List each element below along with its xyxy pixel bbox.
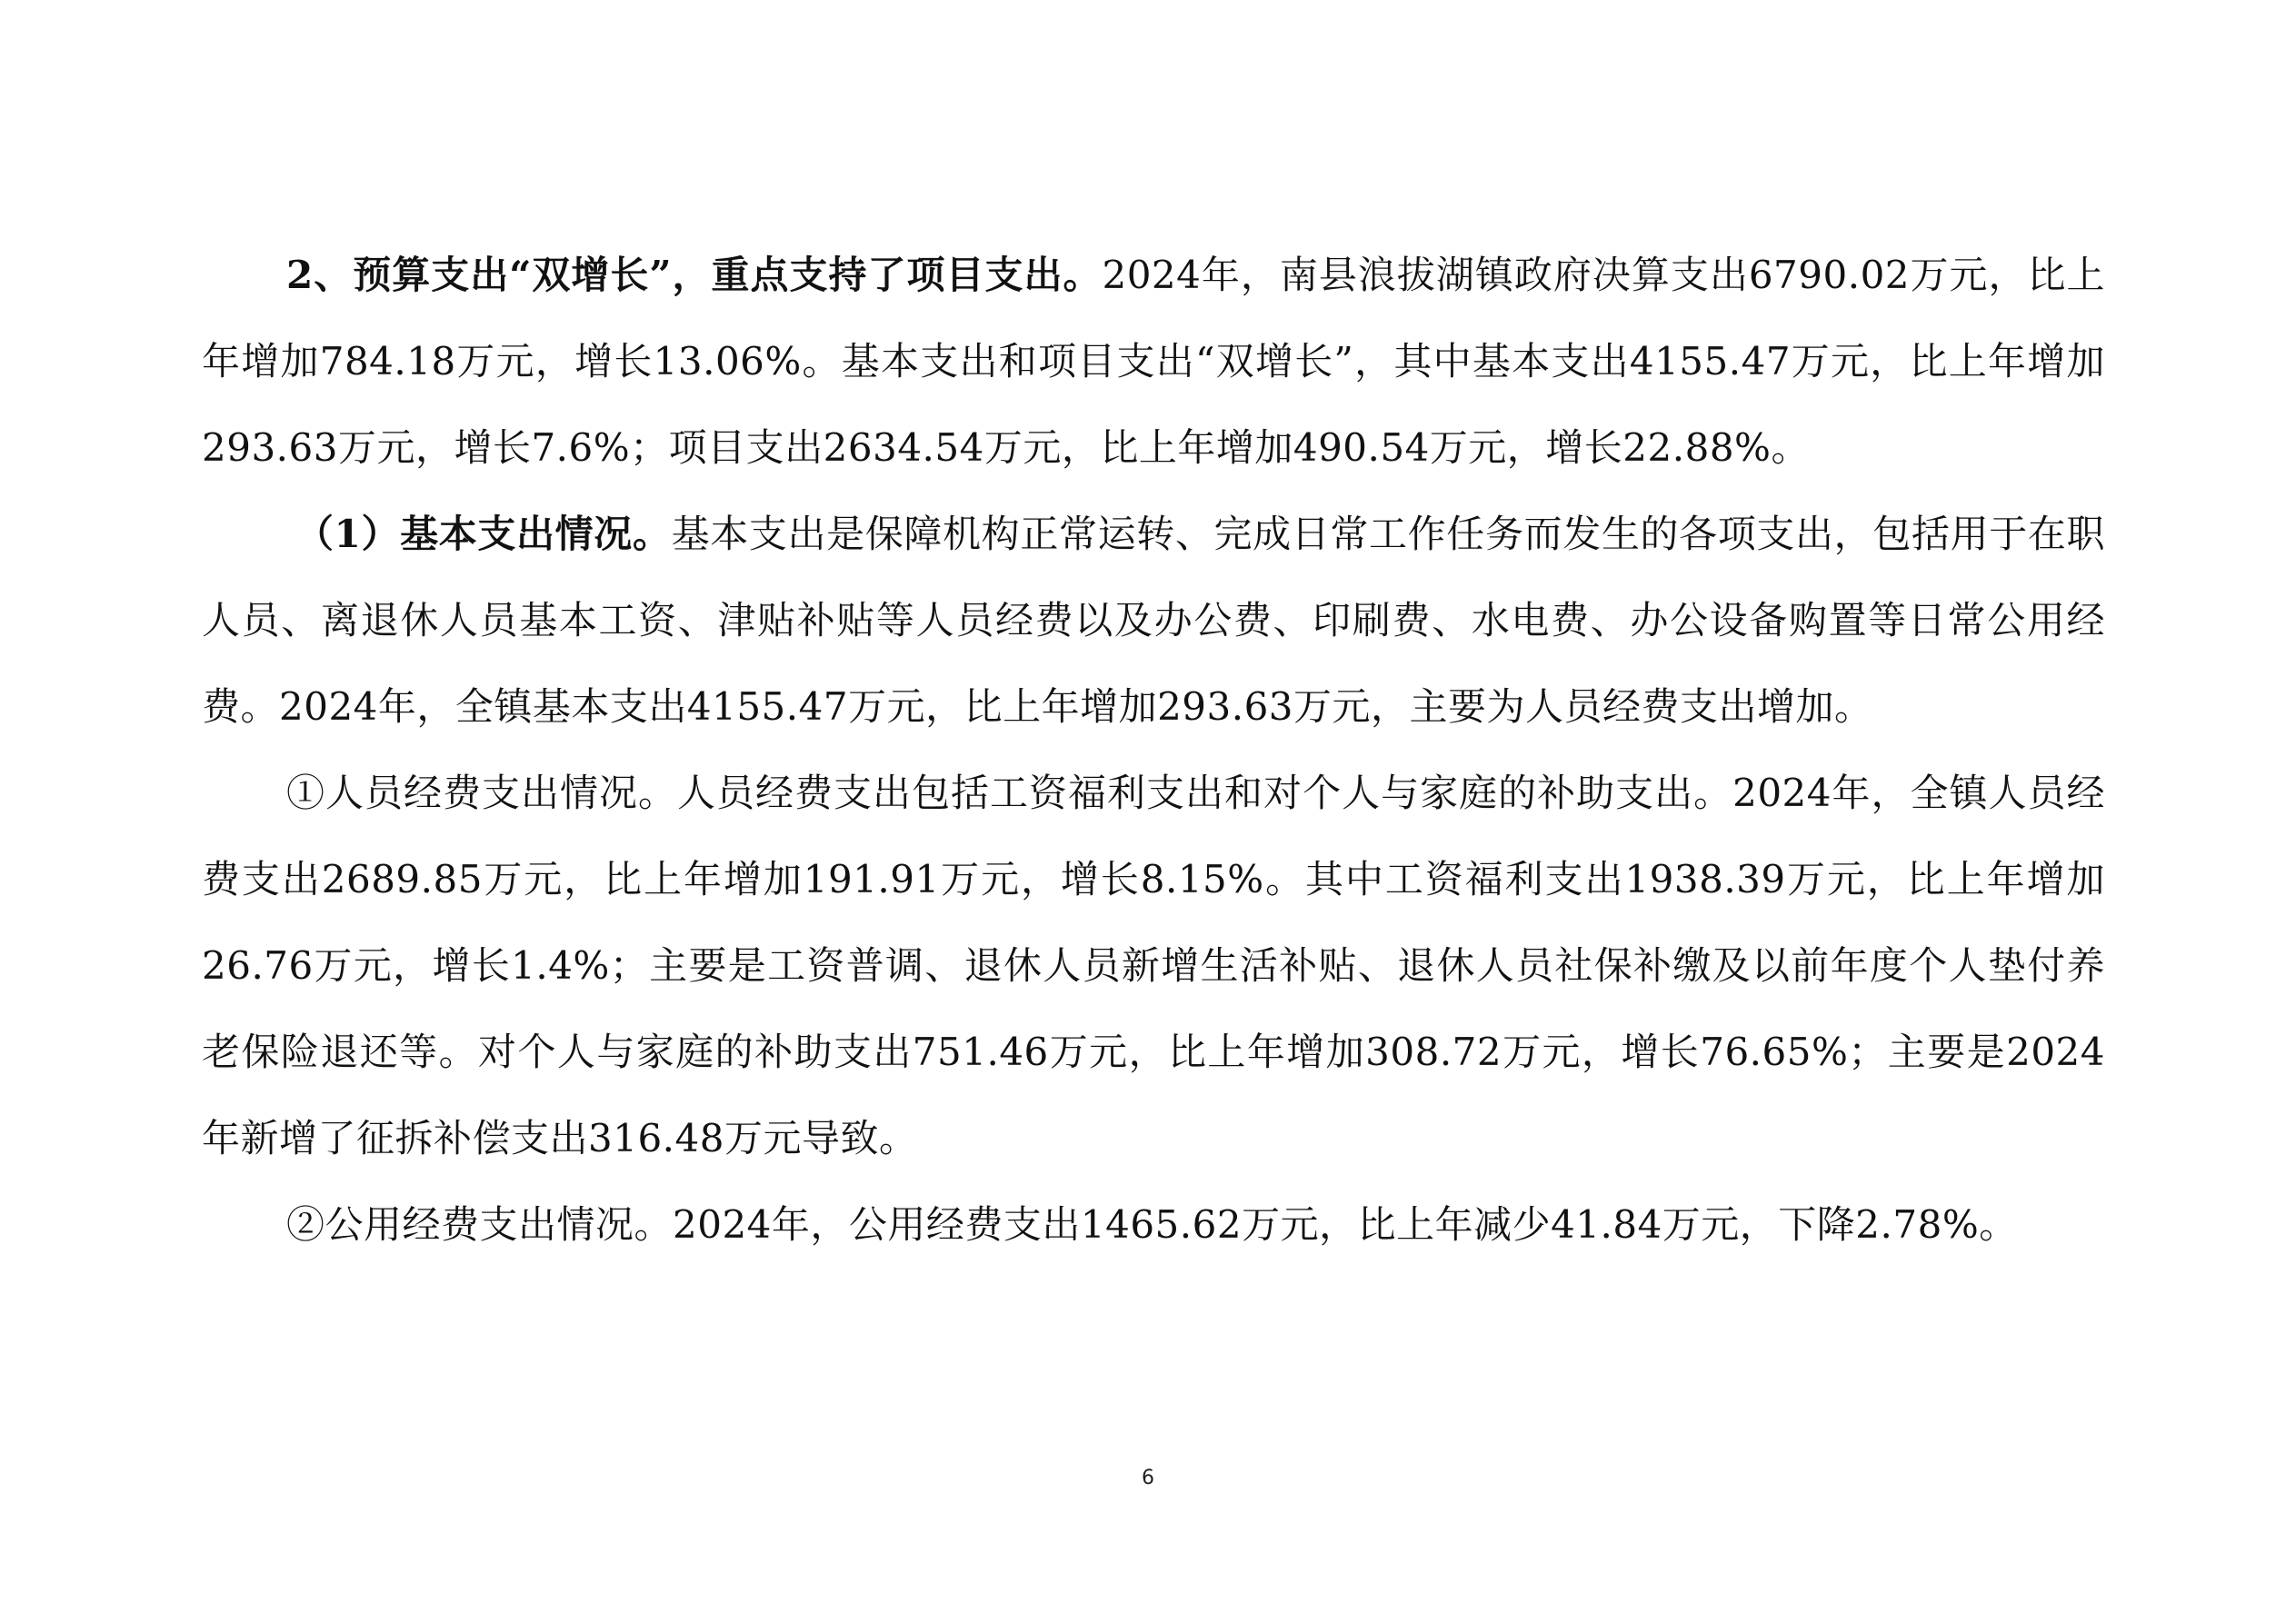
paragraph-text: ①人员经费支出情况。人员经费支出包括工资福利支出和对个人与家庭的补助支出。2024年，全镇人员经费支出2689.85万元，比上年增加191.91万元，增长8.15%。其中工资福利支出1938.39万元，比上年增加26.76万元，增长1.4%；主要是工资普调、退休人员新增生活补贴、退休人员社保补缴及以前年度个人垫付养老保险退还等。对个人与家庭的补助支出751.46万元，比上年增加308.72万元，增长76.65%；主要是2024年新增了征拆补偿支出316.48万元导致。 xyxy=(202,771,2105,1160)
page-number: 6 xyxy=(1142,1467,1154,1489)
section-heading-basic-expenditure: （1）基本支出情况。 xyxy=(295,512,672,556)
paragraph-personnel-expenditure xyxy=(202,750,2105,1181)
paragraph-basic-expenditure xyxy=(202,491,2105,750)
body-text xyxy=(202,232,2105,1268)
section-heading-budget-expenditure: 2、预算支出“双增长”，重点支持了项目支出。 xyxy=(286,253,1103,297)
paragraph-budget-expenditure xyxy=(202,232,2105,491)
paragraph-text: 基本支出是保障机构正常运转、完成日常工作任务而发生的各项支出，包括用于在职人员、离退休人员基本工资、津贴补贴等人员经费以及办公费、印刷费、水电费、办公设备购置等日常公用经费。2024年，全镇基本支出4155.47万元，比上年增加293.63万元，主要为人员经费支出增加。 xyxy=(202,512,2105,729)
paragraph-text: ②公用经费支出情况。2024年，公用经费支出1465.62万元，比上年减少41.84万元，下降2.78%。 xyxy=(286,1202,2018,1247)
paragraph-text: 2024年，南县浪拔湖镇政府决算支出6790.02万元，比上年增加784.18万元，增长13.06%。基本支出和项目支出“双增长”，其中基本支出4155.47万元，比上年增加293.63万元，增长7.6%；项目支出2634.54万元，比上年增加490.54万元，增长22.88%。 xyxy=(202,253,2105,470)
paragraph-public-expenditure xyxy=(202,1181,2105,1268)
